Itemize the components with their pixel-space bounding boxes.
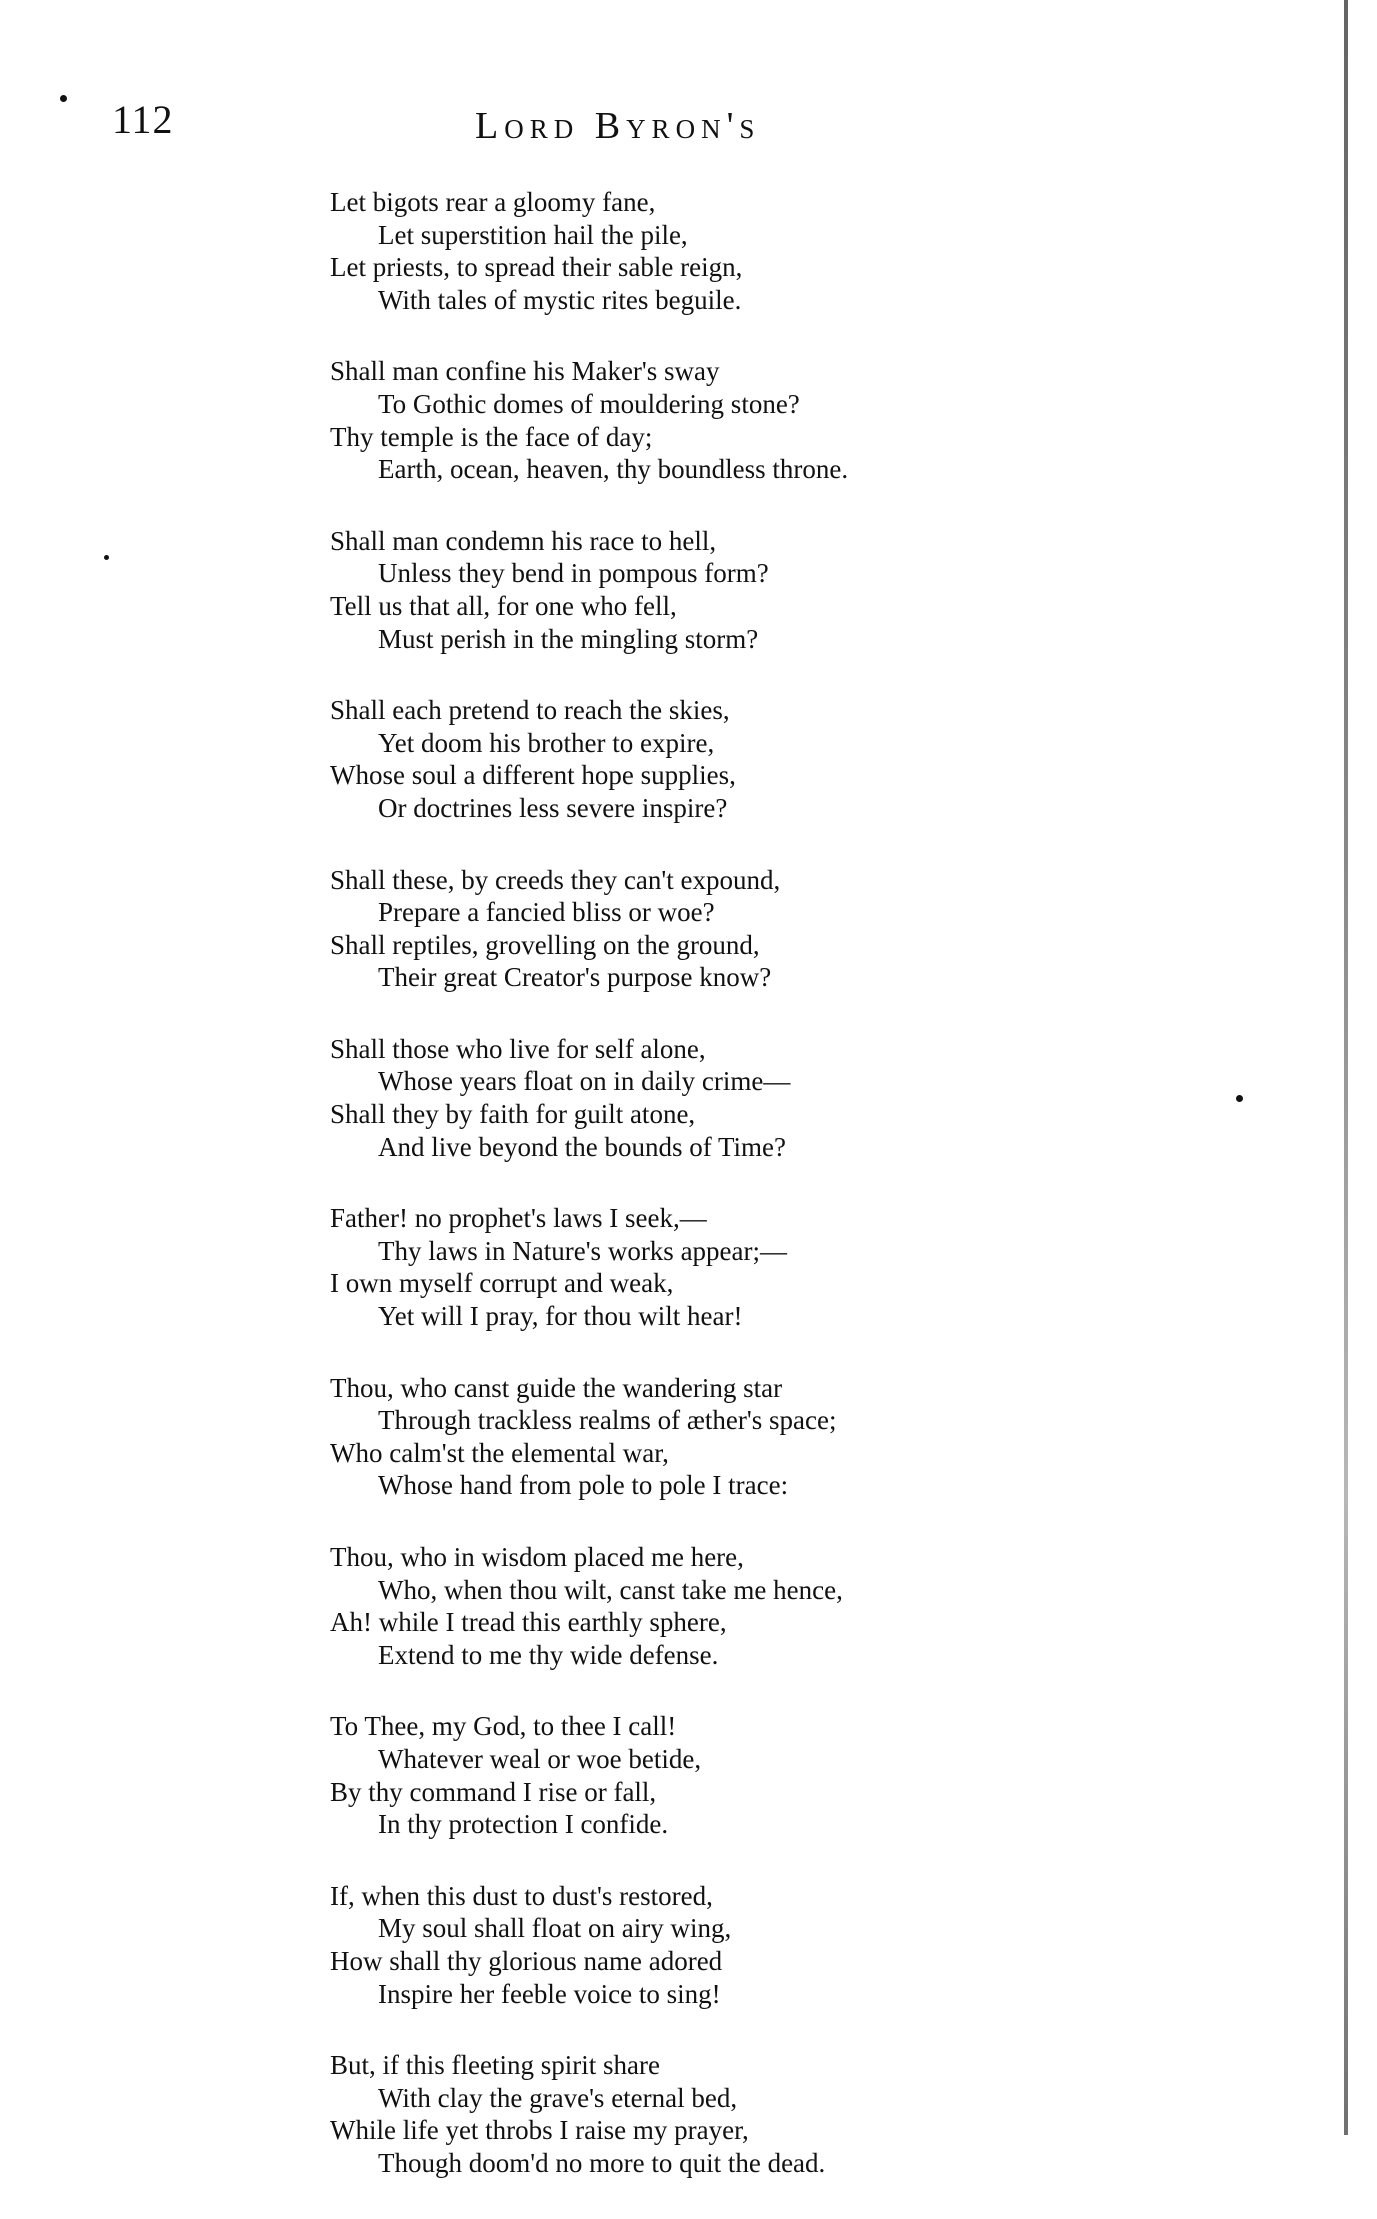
stanza <box>330 2049 1030 2179</box>
poem-line: Their great Creator's purpose know? <box>378 962 772 993</box>
poem-line: Tell us that all, for one who fell, <box>330 590 677 621</box>
poem-line: Thou, who canst guide the wandering star <box>330 1372 783 1403</box>
poem-line: Extend to me thy wide defense. <box>378 1639 719 1670</box>
poem-line: My soul shall float on airy wing, <box>378 1913 732 1944</box>
poem-line: But, if this fleeting spirit share <box>330 2050 660 2081</box>
poem-line: Or doctrines less severe inspire? <box>378 792 728 823</box>
stanza <box>330 1033 1030 1163</box>
poem-line: Whatever weal or woe betide, <box>378 1743 702 1774</box>
stanza <box>330 1541 1030 1671</box>
poem-line: Shall each pretend to reach the skies, <box>330 695 730 726</box>
stanza <box>330 1202 1030 1332</box>
poem-line: By thy command I rise or fall, <box>330 1776 657 1807</box>
running-head: Lord Byron's <box>475 105 761 147</box>
page-edge-shadow <box>1344 0 1348 2135</box>
poem-line: Yet doom his brother to expire, <box>378 727 715 758</box>
poem-line: Let bigots rear a gloomy fane, <box>330 187 656 217</box>
stanza <box>330 525 1030 655</box>
stanza <box>330 694 1030 824</box>
poem-line: If, when this dust to dust's restored, <box>330 1880 713 1911</box>
poem-line: Thy laws in Nature's works appear;— <box>378 1235 788 1266</box>
poem-line: Earth, ocean, heaven, thy boundless throne. <box>378 454 849 485</box>
poem-line: How shall thy glorious name adored <box>330 1945 723 1976</box>
poem-line: Prepare a fancied bliss or woe? <box>378 897 715 928</box>
poem-line: Who, when thou wilt, canst take me hence, <box>378 1574 843 1605</box>
poem-line: Thy temple is the face of day; <box>330 421 653 452</box>
poem-line: With clay the grave's eternal bed, <box>378 2082 738 2113</box>
poem-line: In thy protection I confide. <box>378 1809 669 1840</box>
poem-body <box>330 186 1030 2219</box>
poem-line: To Gothic domes of mouldering stone? <box>378 388 800 419</box>
poem-line: Let superstition hail the pile, <box>378 219 688 250</box>
poem-line: While life yet throbs I raise my prayer, <box>330 2115 749 2146</box>
poem-line: Inspire her feeble voice to sing! <box>378 1978 721 2009</box>
ink-speck <box>1236 1095 1243 1102</box>
page-number: 112 <box>112 97 174 142</box>
poem-line: To Thee, my God, to thee I call! <box>330 1711 677 1742</box>
poem-line: And live beyond the bounds of Time? <box>378 1131 786 1162</box>
poem-line: Shall these, by creeds they can't expound, <box>330 864 781 895</box>
poem-line: Unless they bend in pompous form? <box>378 558 769 589</box>
poem-line: Father! no prophet's laws I seek,— <box>330 1203 707 1234</box>
stanza <box>330 1372 1030 1502</box>
poem-line: Shall they by faith for guilt atone, <box>330 1099 696 1130</box>
poem-line: Let priests, to spread their sable reign, <box>330 252 743 283</box>
poem-line: Yet will I pray, for thou wilt hear! <box>378 1301 743 1332</box>
poem-line: Thou, who in wisdom placed me here, <box>330 1542 744 1572</box>
poem-line: Whose soul a different hope supplies, <box>330 760 736 791</box>
poem-line: Shall reptiles, grovelling on the ground, <box>330 929 760 960</box>
stanza <box>330 186 1030 316</box>
poem-line: Through trackless realms of æther's space; <box>378 1405 837 1436</box>
stanza <box>330 1880 1030 2010</box>
stanza <box>330 864 1030 994</box>
poem-line: Shall man confine his Maker's sway <box>330 356 720 387</box>
ink-speck <box>104 555 109 560</box>
poem-line: Whose hand from pole to pole I trace: <box>378 1470 789 1501</box>
poem-line: Must perish in the mingling storm? <box>378 623 759 654</box>
stanza <box>330 1710 1030 1840</box>
poem-line: Though doom'd no more to quit the dead. <box>378 2147 826 2178</box>
poem-line: I own myself corrupt and weak, <box>330 1268 674 1299</box>
poem-line: Who calm'st the elemental war, <box>330 1437 669 1468</box>
poem-line: Ah! while I tread this earthly sphere, <box>330 1607 727 1638</box>
poem-line: Shall man condemn his race to hell, <box>330 525 717 556</box>
poem-line: Whose years float on in daily crime— <box>378 1066 791 1097</box>
poem-line: With tales of mystic rites beguile. <box>378 284 742 315</box>
ink-speck <box>60 95 67 102</box>
poem-line: Shall those who live for self alone, <box>330 1033 706 1064</box>
stanza <box>330 355 1030 485</box>
